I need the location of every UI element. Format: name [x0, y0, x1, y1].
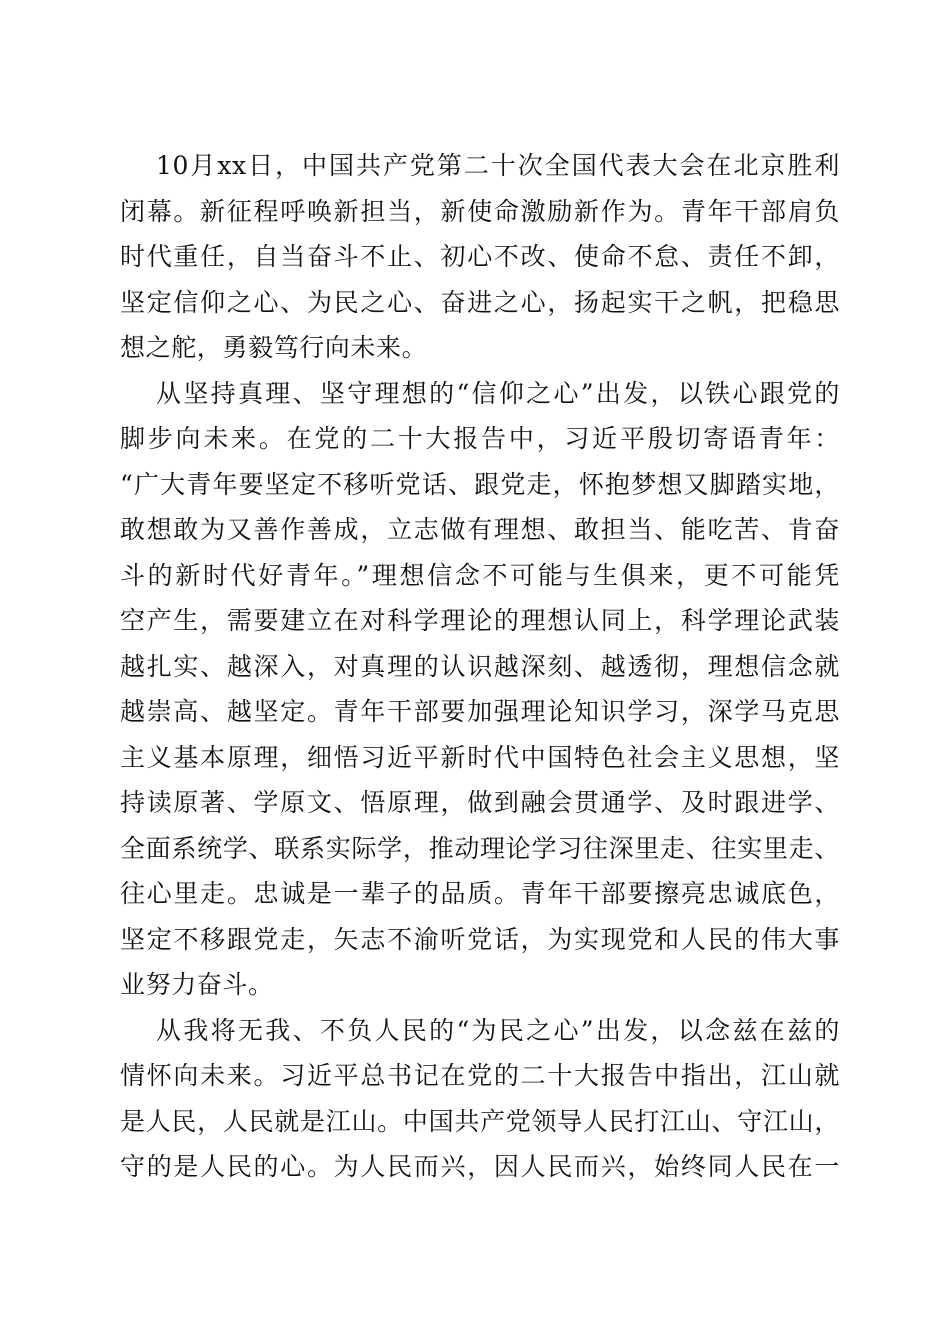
text-line: 往心里走。忠诚是一辈子的品质。青年干部要擦亮忠诚底色， — [120, 879, 840, 908]
text-line: 全面系统学、联系实际学，推动理论学习往深里走、往实里走、 — [120, 833, 840, 863]
text-line: 想之舵，勇毅笃行向未来。 — [120, 333, 428, 362]
text-line: 从我将无我、不负人民的“为民之心”出发，以念兹在兹的 — [156, 1015, 840, 1045]
text-line: 情怀向未来。习近平总书记在党的二十大报告中指出，江山就 — [120, 1061, 840, 1090]
text-line: 敢想敢为又善作善成，立志做有理想、敢担当、能吃苦、肯奋 — [120, 515, 840, 544]
text-line: 业努力奋斗。 — [120, 970, 274, 999]
text-line: 脚步向未来。在党的二十大报告中，习近平殷切寄语青年： — [120, 424, 840, 453]
text-line: 主义基本原理，细悟习近平新时代中国特色社会主义思想，坚 — [120, 742, 840, 772]
text-line: “广大青年要坚定不移听党话、跟党走，怀抱梦想又脚踏实地， — [120, 469, 840, 499]
text-line: 越崇高、越坚定。青年干部要加强理论知识学习，深学马克思 — [120, 697, 840, 726]
text-line: 从坚持真理、坚守理想的“信仰之心”出发，以铁心跟党的 — [156, 378, 840, 408]
text-line: 越扎实、越深入，对真理的认识越深刻、越透彻，理想信念就 — [120, 651, 840, 681]
text-line: 斗的新时代好青年。”理想信念不可能与生俱来，更不可能凭 — [120, 560, 840, 590]
text-line: 时代重任，自当奋斗不止、初心不改、使命不怠、责任不卸， — [120, 242, 840, 271]
text-line: 持读原著、学原文、悟原理，做到融会贯通学、及时跟进学、 — [120, 788, 840, 817]
text-line: 守的是人民的心。为人民而兴，因人民而兴，始终同人民在一 — [120, 1152, 840, 1181]
text-line: 闭幕。新征程呼唤新担当，新使命激励新作为。青年干部肩负 — [120, 196, 840, 226]
text-line: 是人民，人民就是江山。中国共产党领导人民打江山、守江山， — [120, 1106, 840, 1136]
body-text — [120, 143, 840, 1190]
text-line: 坚定信仰之心、为民之心、奋进之心，扬起实干之帆，把稳思 — [120, 287, 840, 317]
text-line: 空产生，需要建立在对科学理论的理想认同上，科学理论武装 — [120, 606, 840, 635]
text-line: 坚定不移跟党走，矢志不渝听党话，为实现党和人民的伟大事 — [120, 924, 840, 954]
text-line: 10月xx日，中国共产党第二十次全国代表大会在北京胜利 — [156, 151, 840, 180]
